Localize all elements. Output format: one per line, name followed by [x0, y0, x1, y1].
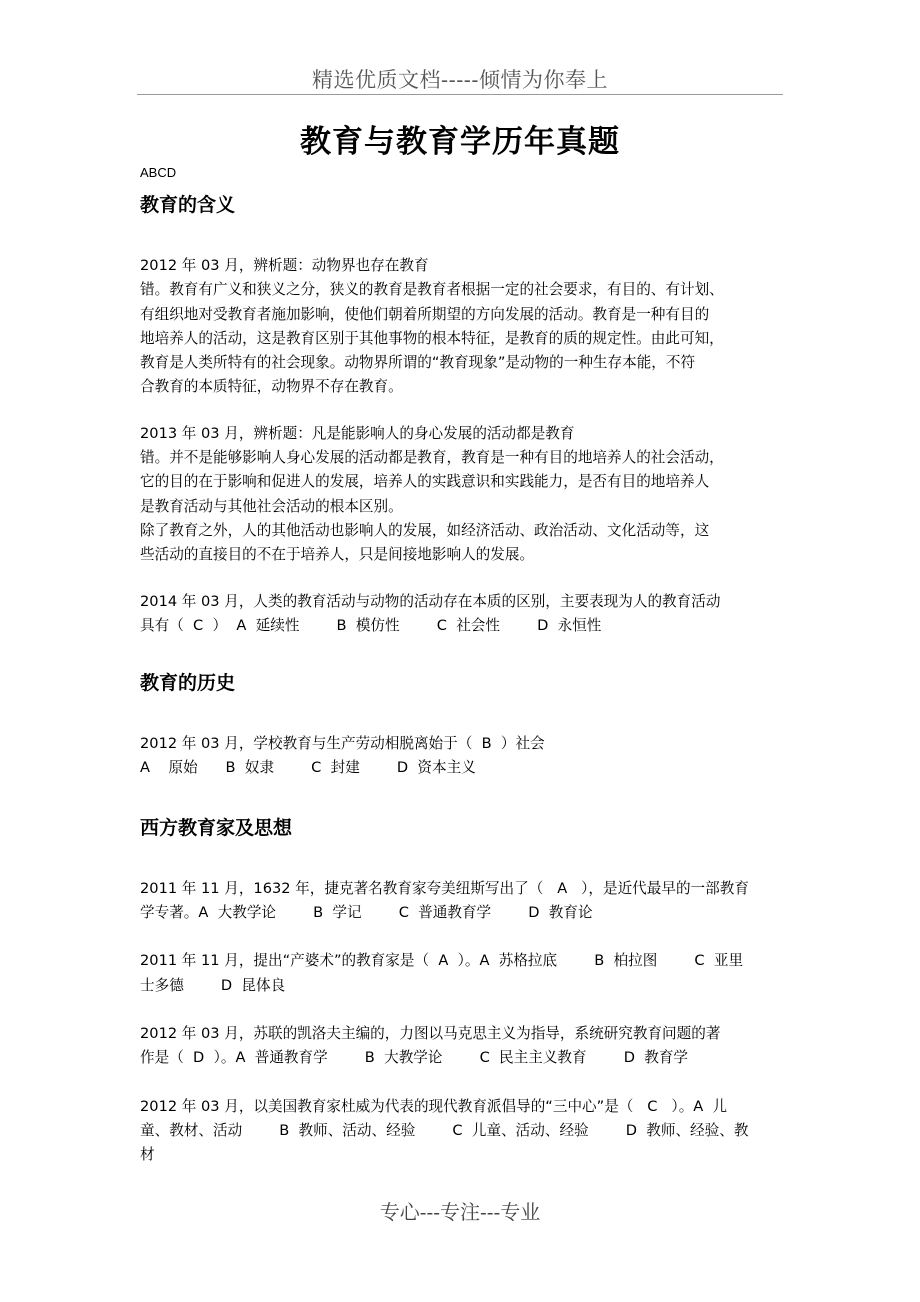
question-text: 2011 年 11 月，1632 年，捷克著名教育家夸美纽斯写出了（ A ），是近代最早的一部教育: [140, 879, 749, 897]
page-footer: 专心---专注---专业: [379, 1200, 541, 1224]
answer-options: 具有（ C ） A 延续性 B 模仿性 C 社会性 D 永恒性: [140, 616, 602, 634]
question-block: [140, 590, 782, 639]
question-block: [140, 949, 782, 998]
answer-options: 士多德 D 昆体良: [140, 976, 286, 994]
answer-line: 有组织地对受教育者施加影响，使他们朝着所期望的方向发展的活动。教育是一种有目的: [140, 305, 710, 323]
question-block: [140, 877, 782, 926]
answer-options: 学专著。A 大教学论 B 学记 C 普通教育学 D 教育论: [140, 904, 593, 922]
section-heading-meaning: 教育的含义: [140, 194, 236, 216]
question-block: [140, 1095, 782, 1168]
answer-line: 教育是人类所特有的社会现象。动物界所谓的“教育现象”是动物的一种生存本能，不符: [140, 354, 696, 372]
header-divider: [137, 94, 783, 95]
section-heading-western-educators: 西方教育家及思想: [140, 816, 293, 839]
question-text: 2012 年 03 月，辨析题：动物界也存在教育: [140, 257, 429, 274]
question-block: [140, 254, 782, 400]
question-text: 2011 年 11 月，提出“产婆术”的教育家是（ A ）。A 苏格拉底 B 柏拉图 C 亚里: [140, 952, 744, 970]
answer-line: 它的目的在于影响和促进人的发展，培养人的实践意识和实践能力，是否有目的地培养人: [140, 473, 710, 491]
question-text: 2014 年 03 月，人类的教育活动与动物的活动存在本质的区别，主要表现为人的教育活动: [140, 592, 721, 610]
document-title: 教育与教育学历年真题: [300, 124, 620, 160]
answer-line: 错。教育有广义和狭义之分，狭义的教育是教育者根据一定的社会要求，有目的、有计划、: [140, 281, 724, 299]
answer-options: 作是（ D ）。A 普通教育学 B 大教学论 C 民主主义教育 D 教育学: [140, 1049, 689, 1067]
page-header: 精选优质文档-----倾情为你奉上: [312, 68, 608, 92]
answer-options: 材: [140, 1146, 155, 1164]
document-body: [140, 162, 782, 1167]
question-text: 2012 年 03 月，苏联的凯洛夫主编的，力图以马克思主义为指导，系统研究教育问题的著: [140, 1024, 721, 1042]
answer-line: 地培养人的活动，这是教育区别于其他事物的根本特征，是教育的质的规定性。由此可知，: [140, 329, 724, 347]
answer-options: A 原始 B 奴隶 C 封建 D 资本主义: [140, 759, 476, 777]
answer-line: 些活动的直接目的不在于培养人，只是间接地影响人的发展。: [140, 546, 535, 564]
answer-line: 除了教育之外，人的其他活动也影响人的发展，如经济活动、政治活动、文化活动等，这: [140, 521, 710, 539]
question-text: 2012 年 03 月，以美国教育家杜威为代表的现代教育派倡导的“三中心”是（ C ）。A 儿: [140, 1097, 728, 1115]
question-block: [140, 422, 782, 568]
question-text: 2012 年 03 月，学校教育与生产劳动相脱离始于（ B ）社会: [140, 735, 545, 753]
subtitle-abcd: ABCD: [140, 165, 177, 180]
answer-line: 合教育的本质特征，动物界不存在教育。: [140, 378, 403, 396]
question-text: 2013 年 03 月，辨析题：凡是能影响人的身心发展的活动都是教育: [140, 424, 575, 442]
question-block: [140, 732, 782, 781]
answer-line: 错。并不是能够影响人身心发展的活动都是教育，教育是一种有目的地培养人的社会活动，: [140, 449, 724, 467]
section-heading-history: 教育的历史: [140, 672, 236, 695]
question-block: [140, 1022, 782, 1071]
answer-options: 童、教材、活动 B 教师、活动、经验 C 儿童、活动、经验 D 教师、经验、教: [140, 1121, 749, 1139]
answer-line: 是教育活动与其他社会活动的根本区别。: [140, 497, 403, 515]
